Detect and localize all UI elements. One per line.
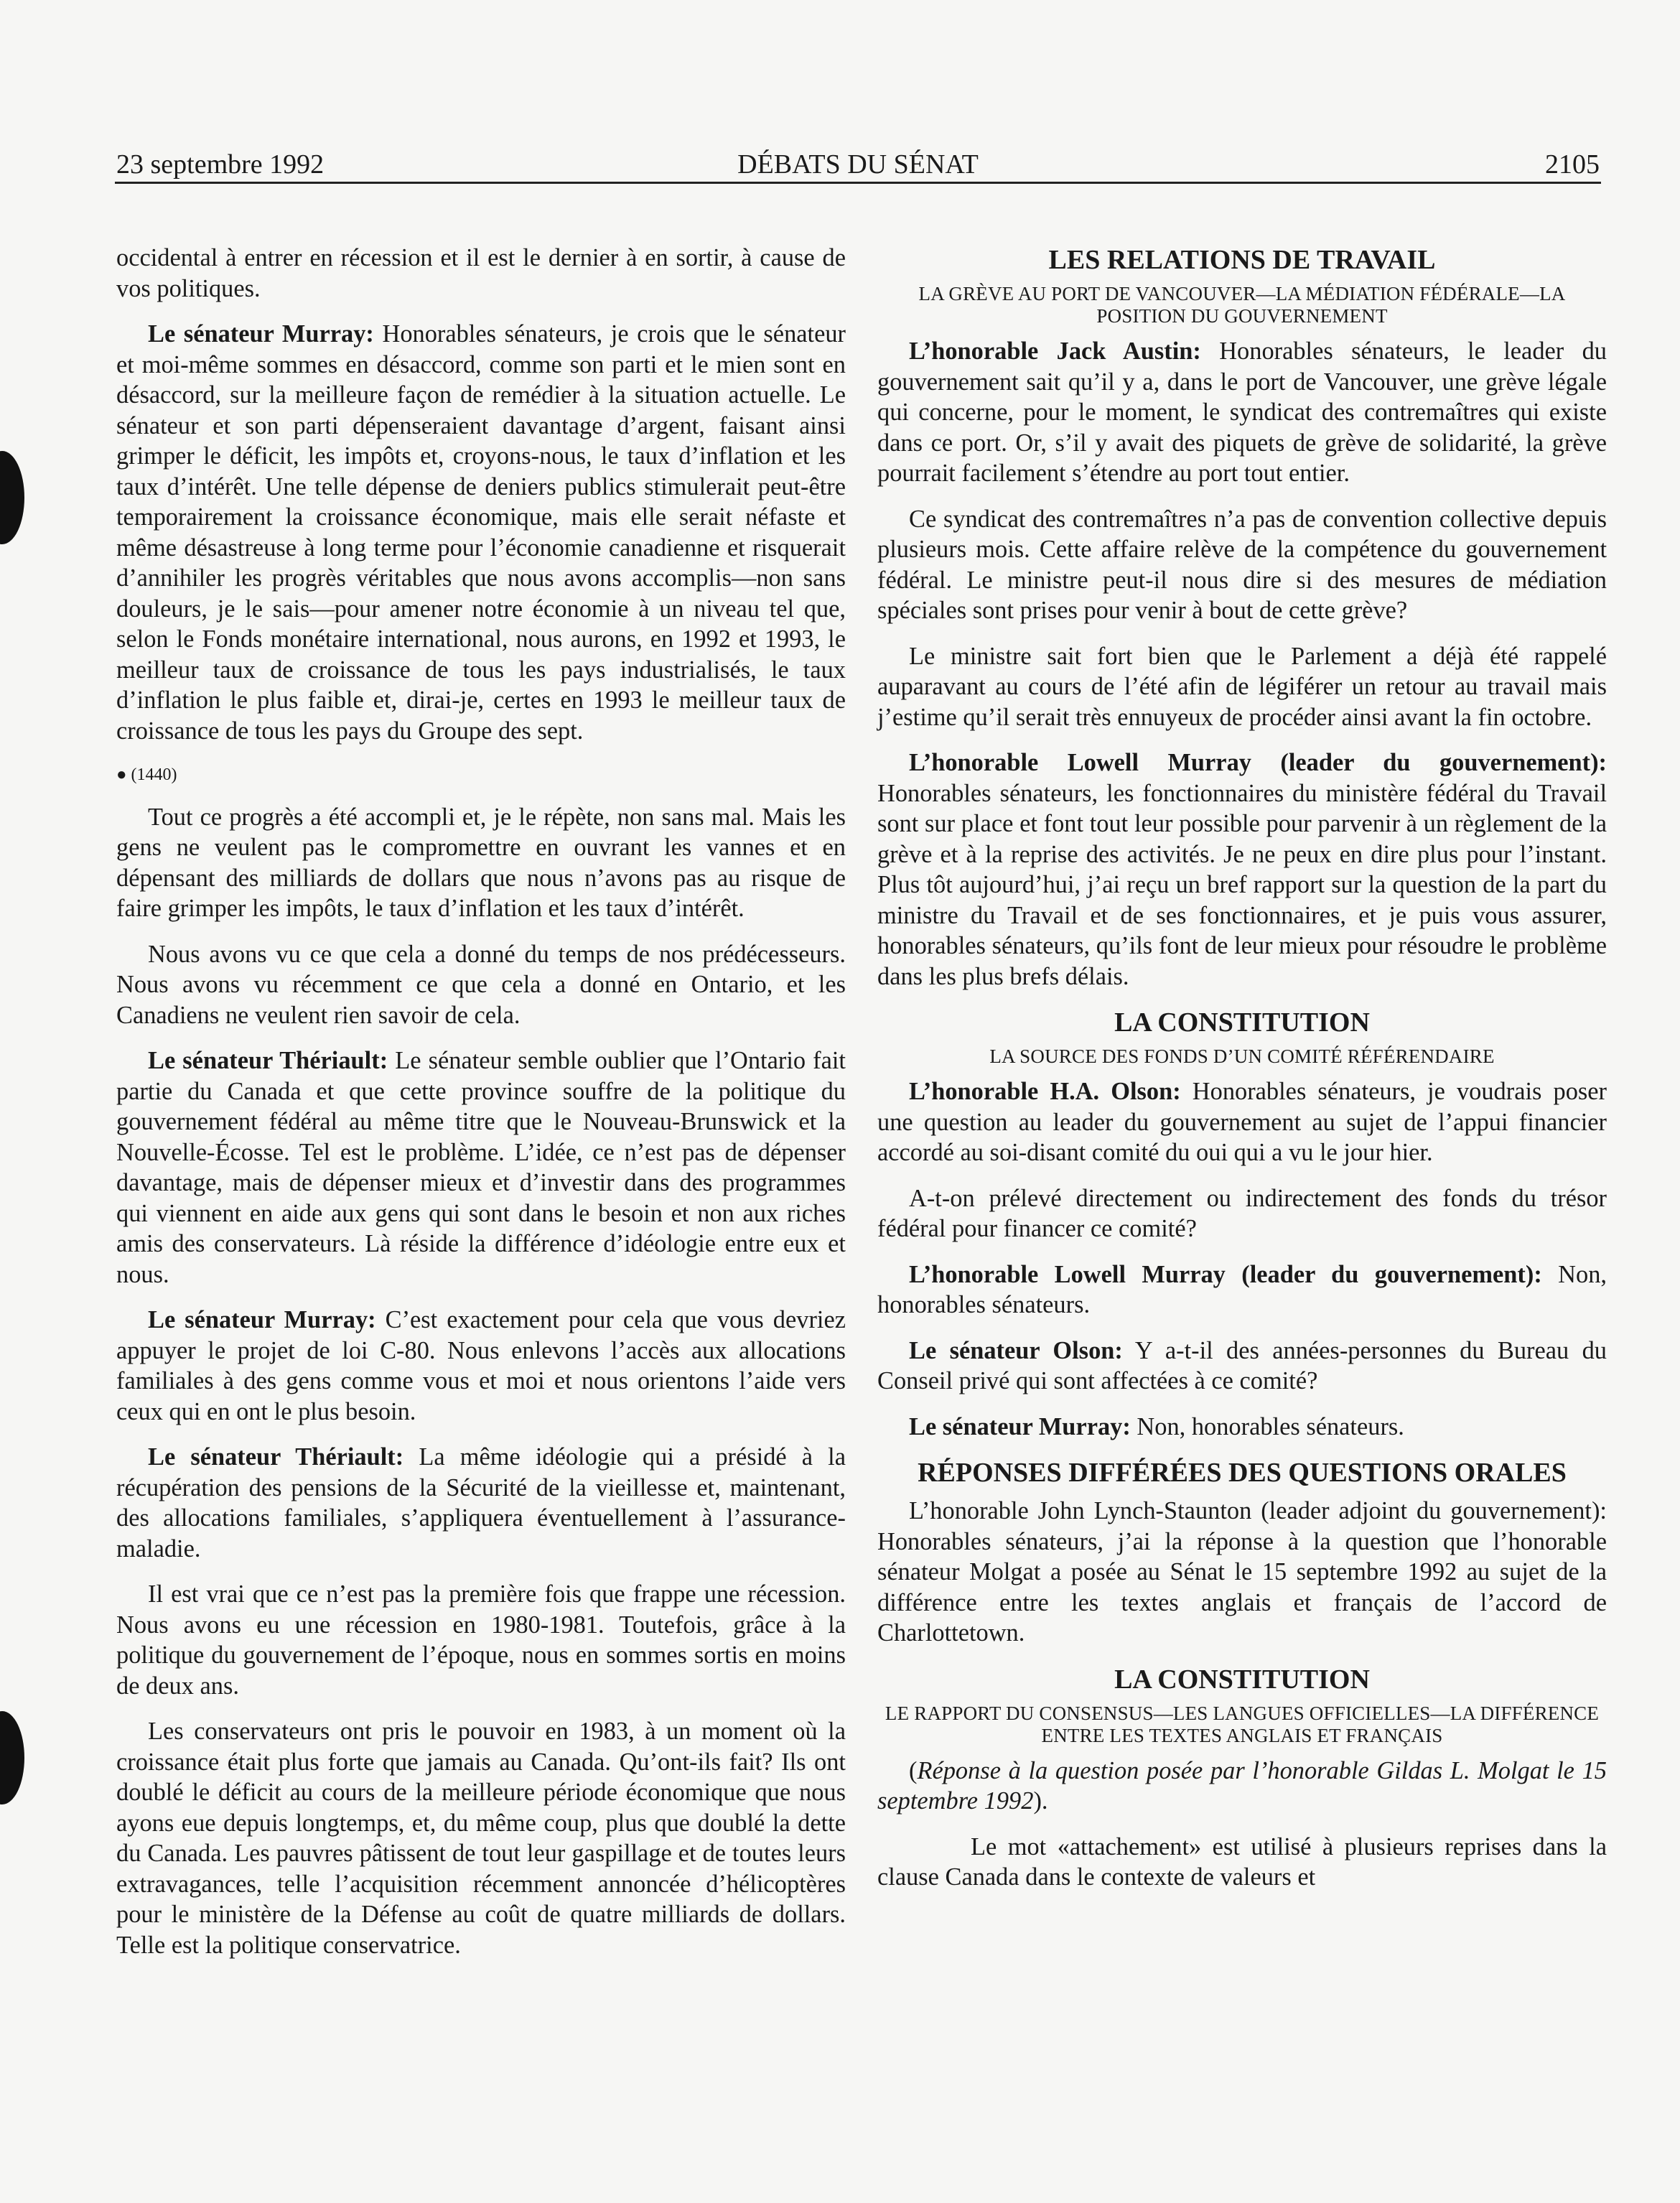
paragraph: A-t-on prélevé directement ou indirectement des fonds du trésor fédéral pour financer ce comité?: [877, 1184, 1607, 1242]
page-header: [115, 147, 1601, 184]
speech-text: C’est exactement pour cela que vous devriez appuyer le projet de loi C-80. Nous enlevons l’accès aux allocations familiales à des gens comme vous et moi et nous orientons l’aide vers ceux qui en ont le plus besoin.: [116, 1306, 846, 1425]
speech-text: Non, honorables sénateurs.: [877, 1260, 1607, 1318]
section-heading: LA CONSTITUTION: [1114, 1664, 1370, 1695]
paragraph: Nous avons vu ce que cela a donné du temps de nos prédécesseurs. Nous avons vu récemment ce que cela a donné en Ontario, et les Canadiens ne veulent rien savoir de cela.: [116, 940, 846, 1029]
speech-text: Honorables sénateurs, je voudrais poser une question au leader du gouvernement au sujet de l’appui financier accordé au soi-disant comité du oui qui a vu le jour hier.: [877, 1078, 1607, 1166]
subsection-heading: LA GRÈVE AU PORT DE VANCOUVER—LA MÉDIATION FÉDÉRALE—LA POSITION DU GOUVERNEMENT: [918, 283, 1566, 327]
header-title: DÉBATS DU SÉNAT: [737, 149, 979, 180]
paragraph: [877, 1412, 1607, 1443]
response-reference: Réponse à la question posée par l’honorable Gildas L. Molgat le 15 septembre 1992: [877, 1756, 1607, 1815]
speech-text: La même idéologie qui a présidé à la récupération des pensions de la Sécurité de la vieillesse et, maintenant, des allocations familiales, s’appliquera éventuellement à l’assurance-maladie.: [116, 1443, 846, 1562]
speech-text: Honorables sénateurs, le leader du gouvernement sait qu’il y a, dans le port de Vancouver, une grève légale qui concerne, pour le moment, le syndicat des contremaîtres qui existe dans ce port. Or, s’il y avait des piquets de grève de solidarité, la grève pourrait facilement s’étendre au port tout entier.: [877, 337, 1607, 487]
speaker-name: L’honorable H.A. Olson:: [909, 1078, 1181, 1105]
subsection-heading: LA SOURCE DES FONDS D’UN COMITÉ RÉFÉRENDAIRE: [989, 1045, 1495, 1067]
binder-hole-top: [0, 451, 24, 544]
speaker-name: L’honorable Jack Austin:: [909, 337, 1201, 365]
left-column: [116, 243, 846, 1975]
binder-hole-bottom: [0, 1711, 24, 1804]
speech-text: Y a-t-il des années-personnes du Bureau du Conseil privé qui sont affectées à ce comité?: [877, 1336, 1607, 1394]
paragraph: [116, 1305, 846, 1427]
paragraph: Ce syndicat des contremaîtres n’a pas de convention collective depuis plusieurs mois. Cette affaire relève de la compétence du gouvernement fédéral. Le ministre peut-il nous dire si des mesures de médiation spéciales sont prises pour venir à bout de cette grève?: [877, 505, 1607, 624]
speaker-name: L’honorable Lowell Murray (leader du gouvernement):: [909, 749, 1607, 776]
paragraph: [877, 747, 1607, 992]
time-marker: ● (1440): [116, 765, 177, 784]
section-heading: LES RELATIONS DE TRAVAIL: [1048, 245, 1436, 275]
speech-text: Non, honorables sénateurs.: [1130, 1412, 1404, 1440]
header-date: 23 septembre 1992: [116, 149, 325, 180]
speaker-name: Le sénateur Thériault:: [148, 1443, 404, 1471]
paren-close: ).: [1033, 1787, 1048, 1815]
paragraph: [116, 1442, 846, 1564]
paragraph: [877, 1076, 1607, 1168]
paragraph: Le mot «attachement» est utilisé à plusieurs reprises dans la clause Canada dans le contexte de valeurs et: [877, 1832, 1607, 1891]
paren-open: (: [909, 1756, 918, 1784]
speaker-name: Le sénateur Murray:: [148, 1306, 376, 1333]
paragraph: [877, 1756, 1607, 1817]
paragraph: [877, 1336, 1607, 1397]
paragraph: [877, 1259, 1607, 1321]
speaker-name: Le sénateur Olson:: [909, 1336, 1123, 1364]
paragraph: Il est vrai que ce n’est pas la première fois que frappe une récession. Nous avons eu une récession en 1980-1981. Toutefois, grâce à la politique du gouvernement de l’époque, nous en sommes sortis en moins de deux ans.: [116, 1580, 846, 1700]
speech-text: Honorables sénateurs, les fonctionnaires du ministère fédéral du Travail sont sur place et font tout leur possible pour parvenir à un règlement de la grève et à la reprise des activités. Je ne peux en dire plus pour l’instant. Plus tôt aujourd’hui, j’ai reçu un bref rapport sur la question de la part du ministre du Travail et de ses fonctionnaires, et je puis vous assurer, honorables sénateurs, qu’ils font de leur mieux pour résoudre le problème dans les plus brefs délais.: [877, 779, 1607, 990]
right-column: [877, 243, 1607, 1908]
paragraph: [116, 1045, 846, 1290]
speech-text: Le sénateur semble oublier que l’Ontario fait partie du Canada et que cette province souffre de la politique du gouvernement fédéral au même titre que le Nouveau-Brunswick et la Nouvelle-Écosse. Tel est le problème. L’idée, ce n’est pas de dépenser davantage, mais de dépenser mieux et d’investir dans des programmes qui viennent en aide aux gens qui sont dans le besoin et non aux riches amis des conservateurs. Là réside la différence d’idéologie entre eux et nous.: [116, 1047, 846, 1288]
header-page-number: 2105: [1545, 149, 1600, 180]
speaker-name: Le sénateur Murray:: [148, 320, 374, 348]
paragraph: Tout ce progrès a été accompli et, je le répète, non sans mal. Mais les gens ne veulent pas le compromettre en ouvrant les vannes et en dépensant des milliards de dollars que nous n’avons pas au risque de faire grimper les impôts, le taux d’inflation et les taux d’intérêt.: [116, 803, 846, 922]
speaker-name: L’honorable Lowell Murray (leader du gouvernement):: [909, 1260, 1542, 1288]
speaker-name: Le sénateur Murray:: [909, 1412, 1131, 1440]
paragraph: [877, 336, 1607, 489]
speech-text: Honorables sénateurs, je crois que le sénateur et moi-même sommes en désaccord, comme son parti et le mien sont en désaccord, sur la meilleure façon de remédier à la situation actuelle. Le sénateur et son parti dépenseraient davantage d’argent, faisant ainsi grimper le déficit, les impôts et, croyons-nous, le taux d’inflation et les taux d’intérêt. Une telle dépense de deniers publics stimulerait peut-être temporairement la croissance économique, mais elle serait néfaste et même désastreuse à long terme pour l’économie canadienne et risquerait d’annihiler les progrès véritables que nous avons accomplis—non sans douleurs, je le sais—pour amener notre économie à un niveau tel que, selon le Fonds monétaire international, nous aurons, en 1992 et 1993, le meilleur taux de croissance de tous les pays industrialisés, le taux d’inflation le plus faible et, dirai-je, certes en 1993 le meilleur taux de croissance de tous les pays du Groupe des sept.: [116, 320, 846, 745]
paragraph: occidental à entrer en récession et il est le dernier à en sortir, à cause de vos politiques.: [116, 244, 846, 302]
paragraph: Les conservateurs ont pris le pouvoir en 1983, à un moment où la croissance était plus forte que jamais au Canada. Qu’ont-ils fait? Ils ont doublé le déficit au cours de la meilleure période économique que nous ayons eue depuis longtemps, et, du même coup, plus que doublé la dette du Canada. Les pauvres pâtissent de tout leur gaspillage et de toutes leurs extravagances, telle l’acquisition récemment annoncée d’hélicoptères pour le ministère de la Défense au coût de quatre milliards de dollars. Telle est la politique conservatrice.: [116, 1718, 846, 1959]
paragraph: [116, 319, 846, 746]
speaker-name: Le sénateur Thériault:: [148, 1047, 388, 1074]
subsection-heading: LE RAPPORT DU CONSENSUS—LES LANGUES OFFICIELLES—LA DIFFÉRENCE ENTRE LES TEXTES ANGLAIS ET FRANÇAIS: [885, 1702, 1600, 1746]
section-heading: RÉPONSES DIFFÉRÉES DES QUESTIONS ORALES: [918, 1458, 1567, 1488]
paragraph: Le ministre sait fort bien que le Parlement a déjà été rappelé auparavant au cours de l’été afin de légiférer un retour au travail mais j’estime qu’il serait très ennuyeux de procéder ainsi avant la fin octobre.: [877, 642, 1607, 731]
section-heading: LA CONSTITUTION: [1114, 1007, 1370, 1038]
paragraph: L’honorable John Lynch-Staunton (leader adjoint du gouvernement): Honorables sénateurs, j’ai la réponse à la question que l’honorable sénateur Molgat a posée au Sénat le 15 septembre 1992 au sujet de la différence entre les textes anglais et français de l’accord de Charlottetown.: [877, 1497, 1607, 1647]
